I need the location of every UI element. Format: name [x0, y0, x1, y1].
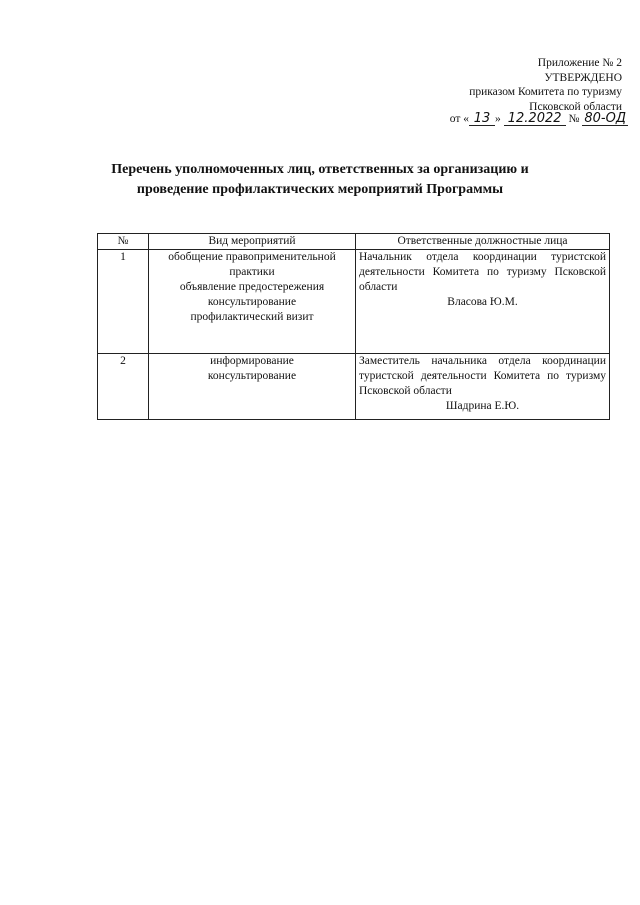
date-prefix: от « — [449, 113, 470, 125]
header-activity-type: Вид мероприятий — [149, 234, 356, 250]
responsible-name: Власова Ю.М. — [447, 296, 518, 308]
order-month-year-handwritten: 12.2022 — [504, 112, 566, 126]
order-by-label: приказом Комитета по туризму — [469, 86, 622, 98]
activity-item: консультирование — [207, 296, 297, 308]
number-sign: № — [568, 113, 580, 125]
appendix-label: Приложение № 2 — [537, 57, 622, 69]
activity-item: объявление предостережения — [179, 281, 325, 293]
activity-list — [149, 354, 356, 420]
order-day-handwritten: 13 — [469, 112, 495, 126]
approval-block — [422, 56, 622, 114]
activity-item: обобщение правоприменительной практики — [168, 251, 336, 278]
order-number-handwritten: 80-ОД — [584, 111, 626, 126]
table-row — [98, 250, 610, 354]
activity-item: информирование — [210, 355, 294, 367]
responsible-cell — [356, 354, 610, 420]
table-row — [98, 354, 610, 420]
title-line-2: проведение профилактических мероприятий Программы — [136, 182, 504, 197]
header-num: № — [98, 234, 149, 250]
responsible-position: Начальник отдела координации туристской деятельности Комитета по туризму Псковской области — [359, 251, 606, 293]
header-responsible: Ответственные должностные лица — [356, 234, 610, 250]
responsible-persons-table — [97, 233, 610, 420]
title-line-1: Перечень уполномоченных лиц, ответственных за организацию и — [111, 162, 529, 177]
table-header-row — [98, 234, 610, 250]
order-date-number — [450, 112, 628, 126]
responsible-cell — [356, 250, 610, 354]
responsible-position: Заместитель начальника отдела координации туристской деятельности Комитета по туризму Псковской области — [359, 355, 606, 397]
document-title — [80, 160, 560, 200]
activity-list — [149, 250, 356, 354]
approved-label: УТВЕРЖДЕНО — [544, 71, 622, 84]
activity-item: профилактический визит — [190, 311, 314, 323]
activity-item: консультирование — [207, 370, 297, 382]
row-number: 2 — [98, 354, 149, 420]
responsible-name: Шадрина Е.Ю. — [445, 400, 520, 412]
row-number: 1 — [98, 250, 149, 354]
date-separator: » — [495, 113, 501, 125]
region-label: Псковской области — [529, 100, 622, 113]
